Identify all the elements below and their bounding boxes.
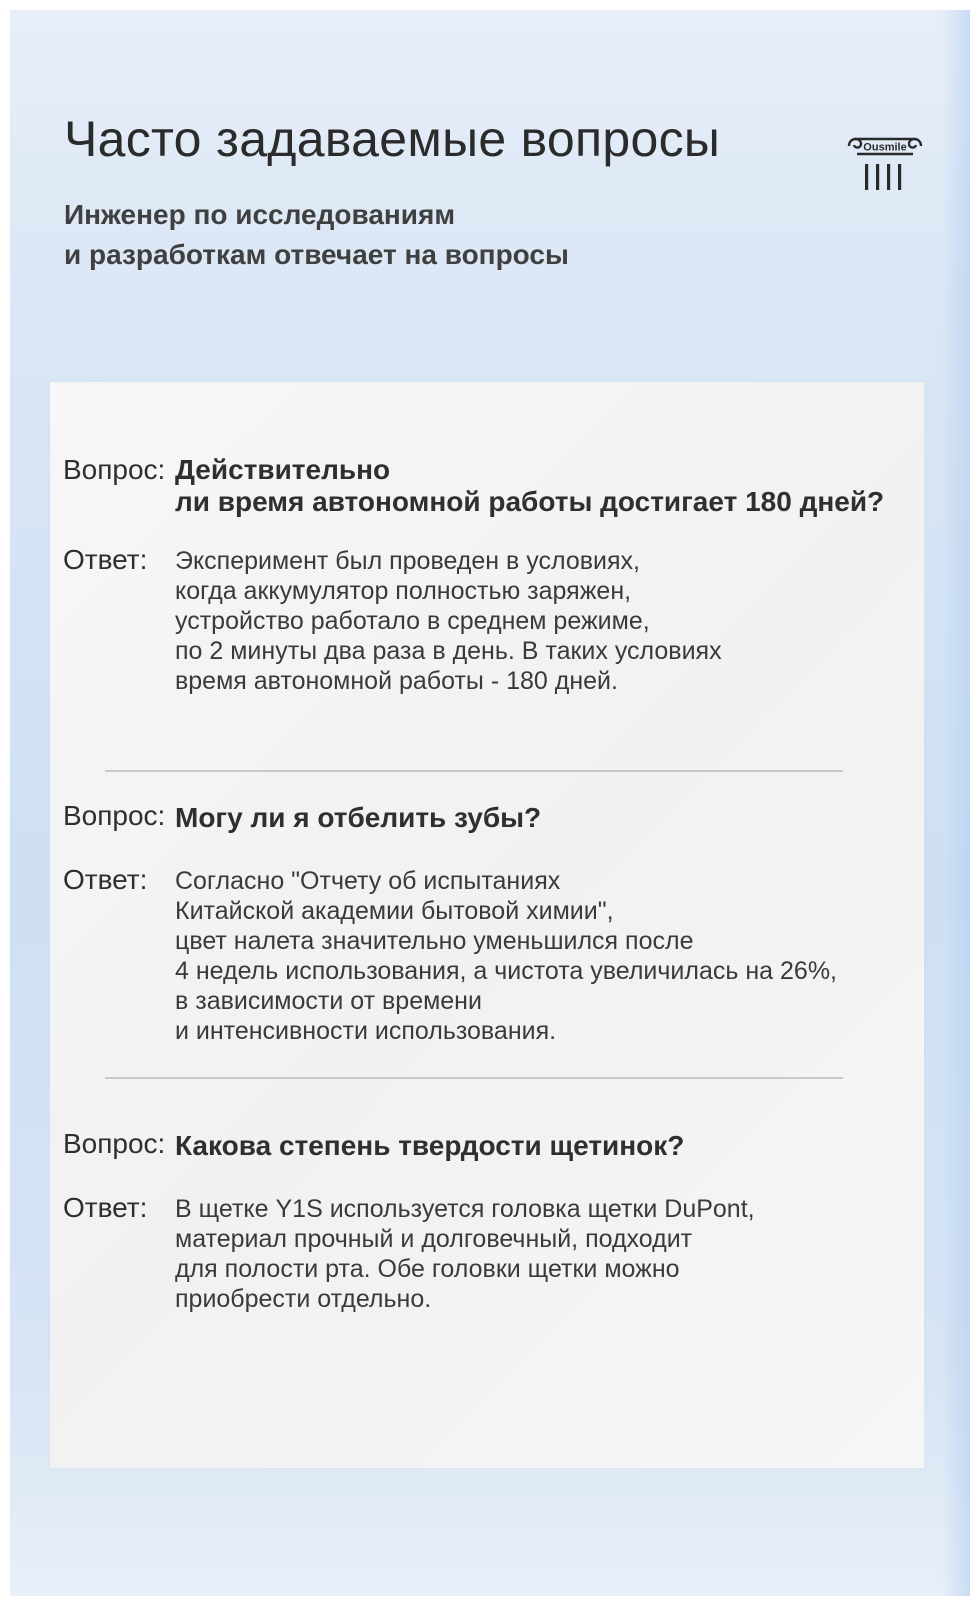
answer-line: время автономной работы - 180 дней.: [175, 667, 618, 695]
answer-line: Эксперимент был проведен в условиях,: [175, 547, 641, 575]
answer-label: Ответ:: [63, 864, 148, 895]
answer-text: [175, 1194, 755, 1314]
answer-line: в зависимости от времени: [175, 987, 482, 1015]
answer-text: [175, 866, 837, 1046]
question-text: [175, 454, 884, 518]
question-text: [175, 802, 541, 834]
answer-line: цвет налета значительно уменьшился после: [175, 927, 694, 955]
logo-text: Ousmile: [863, 141, 907, 154]
answer-line: по 2 минуты два раза в день. В таких условиях: [175, 637, 722, 665]
page-subtitle: [64, 195, 569, 275]
divider: [105, 770, 843, 772]
page-title: Часто задаваемые вопросы: [64, 111, 721, 167]
question-text: [175, 1130, 684, 1162]
answer-line: для полости рта. Обе головки щетки можно: [175, 1255, 680, 1283]
answer-line: 4 недель использования, а чистота увеличилась на 26%,: [175, 957, 837, 985]
answer-line: материал прочный и долговечный, подходит: [175, 1225, 693, 1253]
answer-text: [175, 546, 722, 696]
question-line: ли время автономной работы достигает 180 дней?: [175, 486, 885, 517]
question-label: Вопрос:: [63, 454, 166, 485]
question-label: Вопрос:: [63, 800, 166, 831]
faq-card: [50, 382, 924, 1468]
subtitle-line: и разработкам отвечает на вопросы: [64, 239, 569, 270]
answer-line: устройство работало в среднем режиме,: [175, 607, 650, 635]
answer-label: Ответ:: [63, 544, 148, 575]
question-line: Действительно: [175, 454, 391, 485]
answer-line: когда аккумулятор полностью заряжен,: [175, 577, 632, 605]
answer-line: приобрести отдельно.: [175, 1285, 432, 1313]
answer-line: и интенсивности использования.: [175, 1017, 557, 1045]
answer-line: Китайской академии бытовой химии",: [175, 897, 614, 925]
answer-line: Согласно "Отчету об испытаниях: [175, 867, 561, 895]
question-line: Какова степень твердости щетинок?: [175, 1130, 685, 1161]
answer-label: Ответ:: [63, 1192, 148, 1223]
divider: [105, 1077, 843, 1079]
brand-logo-icon: [845, 132, 925, 194]
question-line: Могу ли я отбелить зубы?: [175, 802, 542, 833]
subtitle-line: Инженер по исследованиям: [64, 199, 456, 230]
question-label: Вопрос:: [63, 1128, 166, 1159]
answer-line: В щетке Y1S используется головка щетки DuPont,: [175, 1195, 755, 1223]
